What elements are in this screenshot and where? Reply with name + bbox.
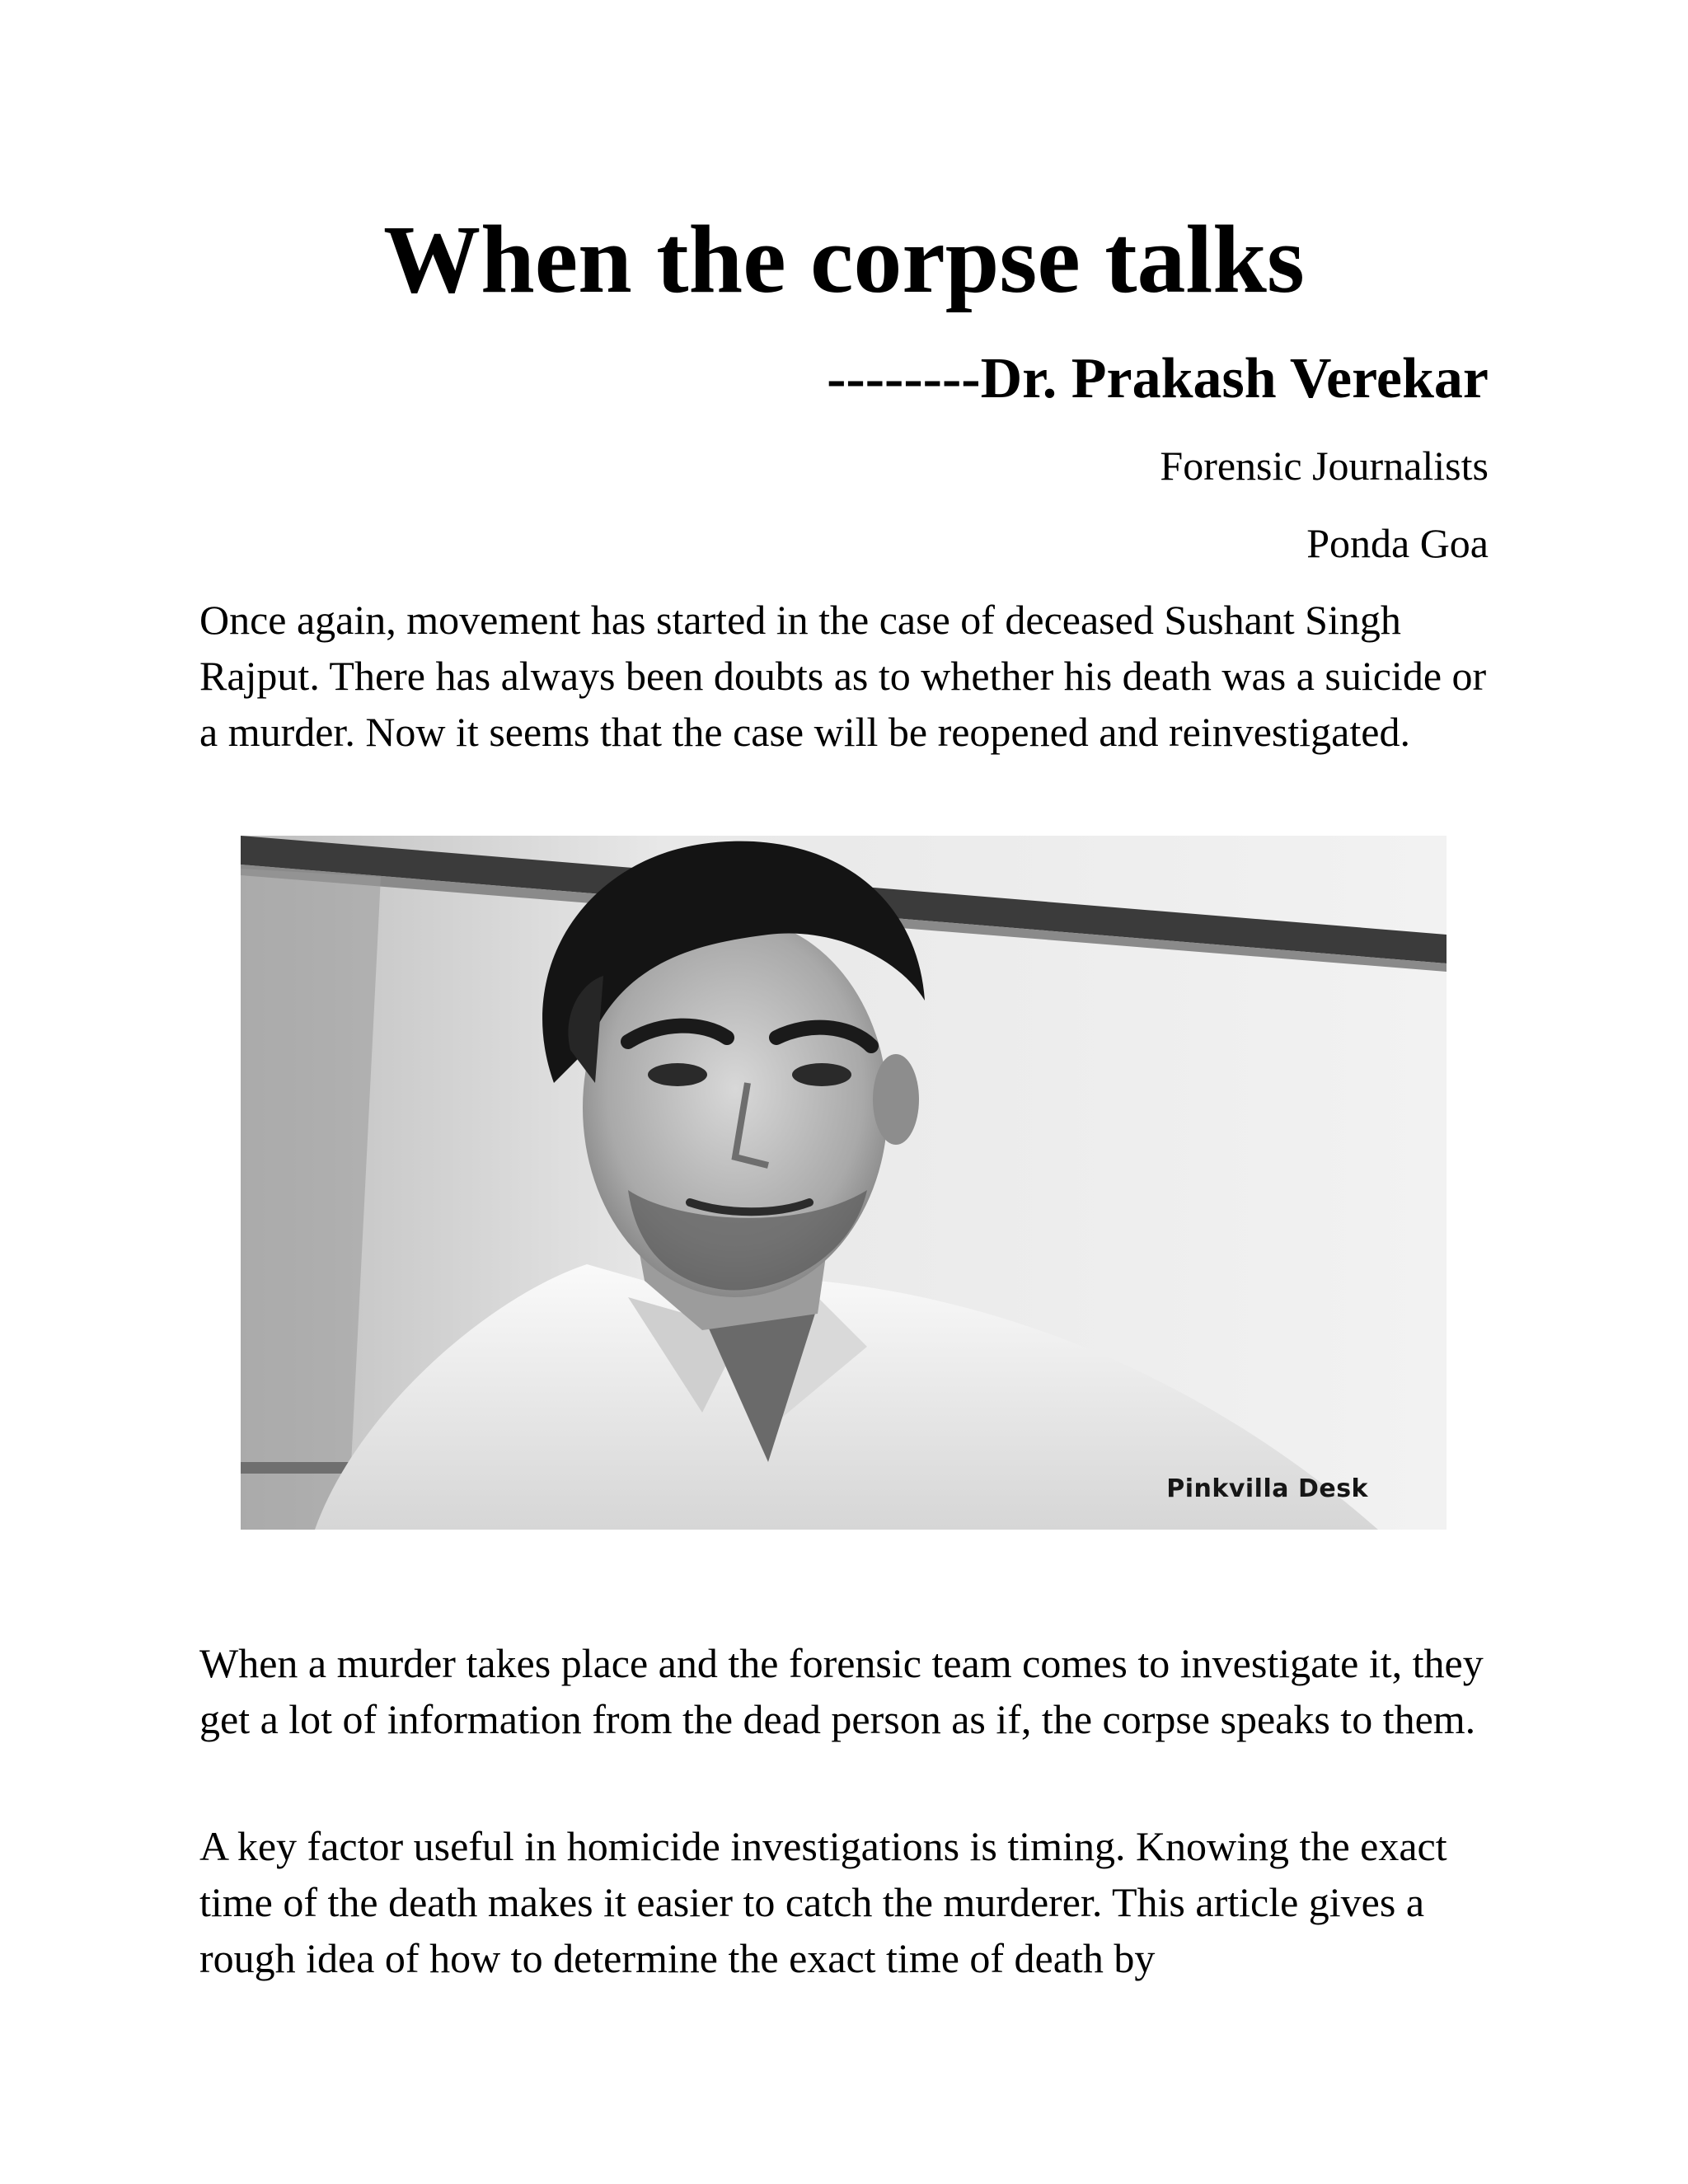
- paragraph-intro: Once again, movement has started in the case of deceased Sushant Singh Rajput. There has always been doubts as to whether his death was a suicide or a murder. Now it seems that the case will be reopened and reinvestigated.: [199, 597, 1487, 755]
- paragraph-timing: A key factor useful in homicide investigations is timing. Knowing the exact time of the death makes it easier to catch the murderer. This article gives a rough idea of how to determine the exact time of death by: [199, 1823, 1447, 1981]
- paragraph-forensic-team: When a murder takes place and the forensic team comes to investigate it, they get a lot of information from the dead person as if, the corpse speaks to them.: [199, 1640, 1484, 1742]
- article-title: When the corpse talks: [383, 205, 1305, 313]
- photo-credit-watermark: Pinkvilla Desk: [1166, 1474, 1368, 1503]
- portrait-illustration: [241, 836, 1447, 1530]
- author-byline: --------Dr. Prakash Verekar: [827, 347, 1489, 410]
- author-location: Ponda Goa: [1306, 520, 1489, 566]
- author-organization: Forensic Journalists: [1160, 443, 1489, 489]
- portrait-photo: [241, 836, 1447, 1530]
